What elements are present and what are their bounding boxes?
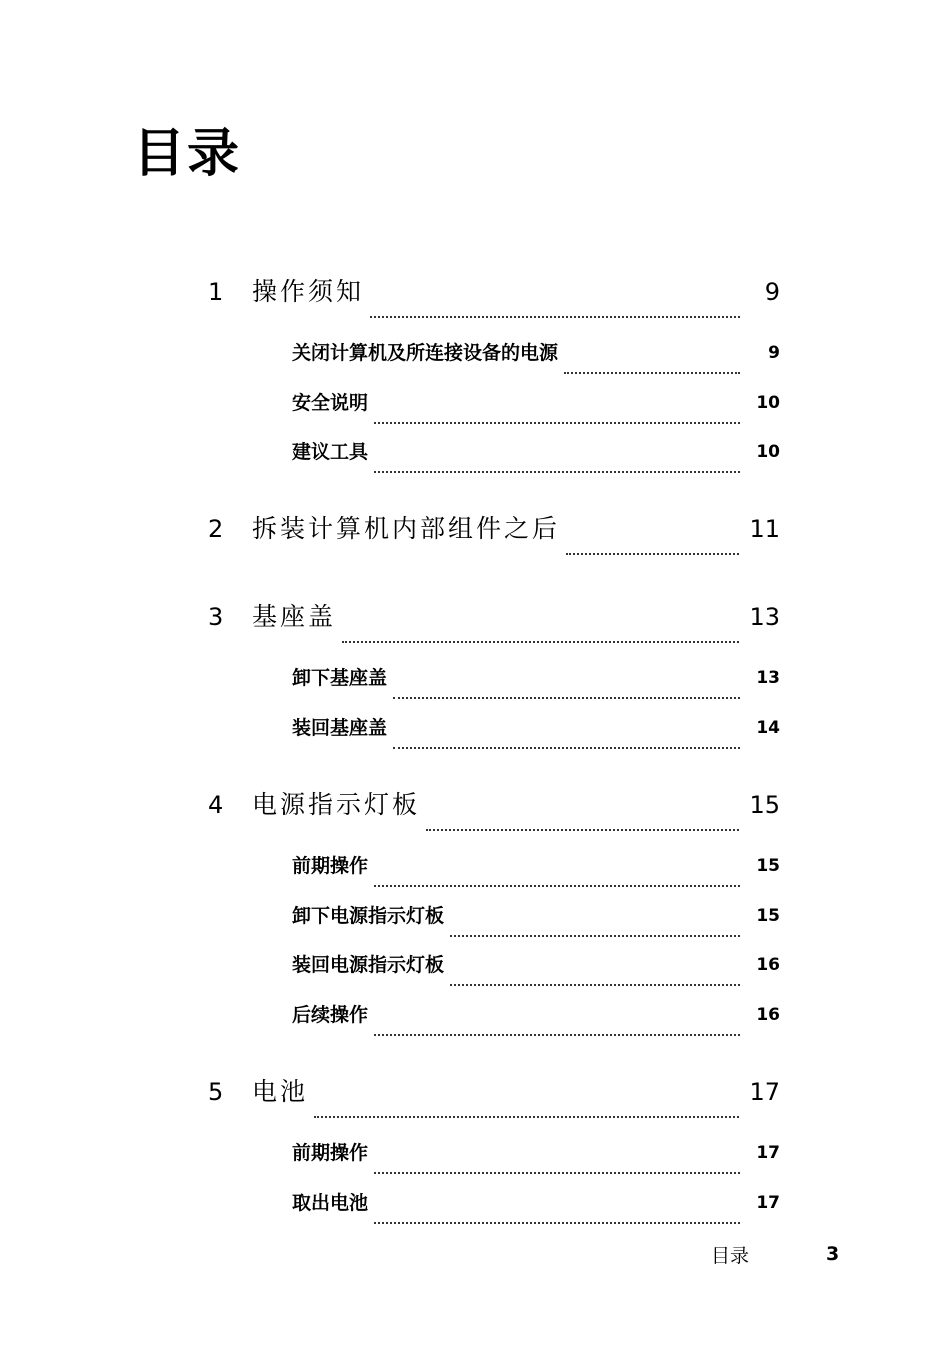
chapter-title: 拆装计算机内部组件之后 [252, 514, 561, 543]
section-title: 卸下基座盖 [292, 667, 388, 689]
chapter-title: 电池 [252, 1077, 309, 1106]
toc-section[interactable] [292, 1000, 780, 1030]
chapter-page-number: 9 [764, 278, 780, 306]
toc-chapter-4[interactable] [208, 785, 780, 825]
section-page-number: 14 [756, 718, 780, 738]
toc-chapter-5[interactable] [208, 1072, 780, 1112]
chapter-title: 基座盖 [252, 602, 337, 631]
toc-section[interactable] [292, 1188, 780, 1218]
page-title: 目录 [133, 124, 242, 184]
footer-label: 目录 [711, 1245, 750, 1267]
chapter-title: 电源指示灯板 [252, 790, 421, 819]
chapter-number: 1 [208, 278, 224, 306]
dot-leader [566, 553, 739, 555]
dot-leader [450, 984, 740, 986]
chapter-number: 5 [208, 1078, 224, 1106]
dot-leader [370, 316, 740, 318]
section-title: 装回基座盖 [292, 717, 388, 739]
dot-leader [450, 935, 740, 937]
dot-leader [564, 372, 740, 374]
chapter-number: 3 [208, 603, 224, 631]
toc-section[interactable] [292, 663, 780, 693]
section-title: 前期操作 [292, 1142, 369, 1164]
section-page-number: 15 [756, 906, 780, 926]
section-title: 后续操作 [292, 1004, 369, 1026]
section-title: 前期操作 [292, 855, 369, 877]
dot-leader [374, 1034, 740, 1036]
section-page-number: 17 [756, 1143, 780, 1163]
dot-leader [374, 1222, 740, 1224]
section-page-number: 16 [756, 955, 780, 975]
toc-chapter-3[interactable] [208, 597, 780, 637]
section-title: 安全说明 [292, 392, 369, 414]
section-title: 关闭计算机及所连接设备的电源 [292, 342, 559, 364]
chapter-page-number: 17 [749, 1078, 780, 1106]
chapter-title: 操作须知 [252, 277, 365, 306]
dot-leader [342, 641, 739, 643]
section-page-number: 13 [756, 668, 780, 688]
section-title: 卸下电源指示灯板 [292, 905, 445, 927]
dot-leader [314, 1116, 739, 1118]
section-title: 取出电池 [292, 1192, 369, 1214]
toc-section[interactable] [292, 851, 780, 881]
toc-section[interactable] [292, 713, 780, 743]
section-page-number: 16 [756, 1005, 780, 1025]
toc-section[interactable] [292, 950, 780, 980]
toc-section[interactable] [292, 437, 780, 467]
section-title: 建议工具 [292, 441, 369, 463]
chapter-page-number: 11 [749, 515, 780, 543]
toc-section[interactable] [292, 901, 780, 931]
chapter-number: 4 [208, 791, 224, 819]
dot-leader [393, 697, 740, 699]
toc-chapter-2[interactable] [208, 509, 780, 549]
dot-leader [374, 422, 740, 424]
section-page-number: 15 [756, 856, 780, 876]
dot-leader [374, 885, 740, 887]
chapter-page-number: 15 [749, 791, 780, 819]
section-page-number: 10 [756, 393, 780, 413]
chapter-page-number: 13 [749, 603, 780, 631]
toc-section[interactable] [292, 1138, 780, 1168]
footer-page-number: 3 [826, 1243, 840, 1265]
section-page-number: 9 [768, 343, 780, 363]
toc-chapter-1[interactable] [208, 272, 780, 312]
toc-section[interactable] [292, 388, 780, 418]
chapter-number: 2 [208, 515, 224, 543]
section-page-number: 10 [756, 442, 780, 462]
section-page-number: 17 [756, 1193, 780, 1213]
toc-section[interactable] [292, 338, 780, 368]
dot-leader [426, 829, 739, 831]
dot-leader [374, 471, 740, 473]
section-title: 装回电源指示灯板 [292, 954, 445, 976]
dot-leader [393, 747, 740, 749]
dot-leader [374, 1172, 740, 1174]
